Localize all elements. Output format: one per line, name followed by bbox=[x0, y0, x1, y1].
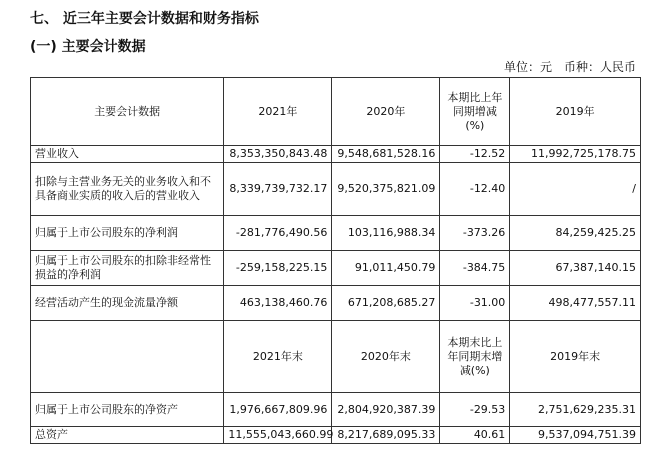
row-label: 总资产 bbox=[31, 427, 224, 444]
table-row bbox=[31, 286, 641, 321]
value-cell: -12.40 bbox=[440, 163, 510, 216]
value-cell: 1,976,667,809.96 bbox=[224, 393, 332, 427]
header-cell: 本期比上年同期增减(%) bbox=[440, 78, 510, 146]
header-cell: 2020年 bbox=[332, 78, 440, 146]
accounting-data-table bbox=[30, 77, 641, 444]
value-cell: -12.52 bbox=[440, 146, 510, 163]
row-label: 扣除与主营业务无关的业务收入和不具备商业实质的收入后的营业收入 bbox=[31, 163, 224, 216]
table-row bbox=[31, 163, 641, 216]
value-cell: 8,339,739,732.17 bbox=[224, 163, 332, 216]
value-cell: 11,555,043,660.99 bbox=[224, 427, 332, 444]
value-cell: 84,259,425.25 bbox=[510, 216, 641, 251]
table-row bbox=[31, 393, 641, 427]
value-cell: 498,477,557.11 bbox=[510, 286, 641, 321]
header-cell: 2019年末 bbox=[510, 321, 641, 393]
value-cell: 463,138,460.76 bbox=[224, 286, 332, 321]
value-cell: -29.53 bbox=[440, 393, 510, 427]
value-cell: 9,537,094,751.39 bbox=[510, 427, 641, 444]
value-cell: -31.00 bbox=[440, 286, 510, 321]
value-cell: / bbox=[510, 163, 641, 216]
row-label: 归属于上市公司股东的扣除非经常性损益的净利润 bbox=[31, 251, 224, 286]
header-cell: 本期末比上年同期末增减(%) bbox=[440, 321, 510, 393]
value-cell: -259,158,225.15 bbox=[224, 251, 332, 286]
unit-label: 单位：元 bbox=[503, 60, 552, 74]
table-row bbox=[31, 427, 641, 444]
row-label: 营业收入 bbox=[31, 146, 224, 163]
value-cell: 11,992,725,178.75 bbox=[510, 146, 641, 163]
header-cell: 2019年 bbox=[510, 78, 641, 146]
value-cell: -281,776,490.56 bbox=[224, 216, 332, 251]
value-cell: 2,804,920,387.39 bbox=[332, 393, 440, 427]
value-cell: 2,751,629,235.31 bbox=[510, 393, 641, 427]
table-row bbox=[31, 146, 641, 163]
table-header-row bbox=[31, 321, 641, 393]
header-cell: 2020年末 bbox=[332, 321, 440, 393]
table-row bbox=[31, 251, 641, 286]
table-row bbox=[31, 216, 641, 251]
header-cell: 2021年末 bbox=[224, 321, 332, 393]
row-label: 经营活动产生的现金流量净额 bbox=[31, 286, 224, 321]
currency-label: 币种：人民币 bbox=[563, 60, 636, 74]
unit-line bbox=[492, 58, 636, 75]
value-cell: 9,548,681,528.16 bbox=[332, 146, 440, 163]
value-cell: 671,208,685.27 bbox=[332, 286, 440, 321]
value-cell: 91,011,450.79 bbox=[332, 251, 440, 286]
row-label: 归属于上市公司股东的净利润 bbox=[31, 216, 224, 251]
section-title: 七、 近三年主要会计数据和财务指标 bbox=[30, 11, 259, 27]
value-cell: -373.26 bbox=[440, 216, 510, 251]
value-cell: 9,520,375,821.09 bbox=[332, 163, 440, 216]
value-cell: -384.75 bbox=[440, 251, 510, 286]
table-header-row bbox=[31, 78, 641, 146]
header-cell: 主要会计数据 bbox=[31, 78, 224, 146]
header-cell bbox=[31, 321, 224, 393]
row-label: 归属于上市公司股东的净资产 bbox=[31, 393, 224, 427]
subsection-title: (一) 主要会计数据 bbox=[30, 39, 146, 55]
header-cell: 2021年 bbox=[224, 78, 332, 146]
value-cell: 8,353,350,843.48 bbox=[224, 146, 332, 163]
value-cell: 103,116,988.34 bbox=[332, 216, 440, 251]
value-cell: 67,387,140.15 bbox=[510, 251, 641, 286]
value-cell: 40.61 bbox=[440, 427, 510, 444]
value-cell: 8,217,689,095.33 bbox=[332, 427, 440, 444]
